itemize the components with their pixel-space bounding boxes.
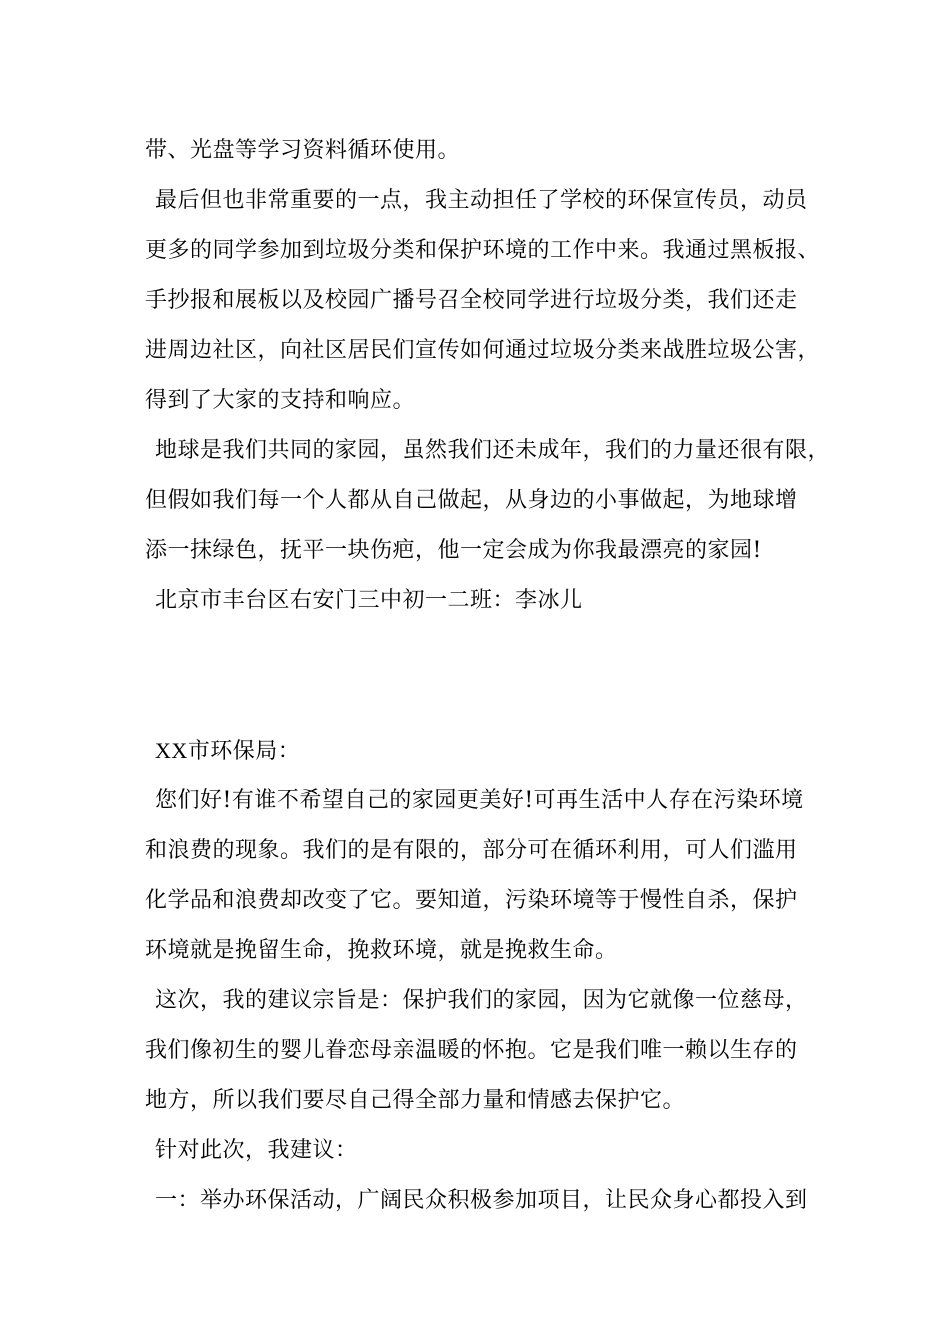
paragraph-line: 最后但也非常重要的一点，我主动担任了学校的环保宣传员，动员 — [155, 188, 808, 213]
paragraph-line: 进周边社区，向社区居民们宣传如何通过垃圾分类来战胜垃圾公害， — [145, 338, 821, 363]
paragraph-line: 带、光盘等学习资料循环使用。 — [145, 138, 461, 163]
paragraph-line: 得到了大家的支持和响应。 — [145, 388, 416, 413]
paragraph-line: 环境就是挽留生命，挽救环境，就是挽救生命。 — [145, 938, 618, 963]
paragraph-line: 化学品和浪费却改变了它。要知道，污染环境等于慢性自杀，保护 — [145, 888, 798, 913]
paragraph-line: 添一抹绿色，抚平一块伤疤，他一定会成为你我最漂亮的家园! — [145, 538, 762, 563]
paragraph-line: 针对此次，我建议： — [155, 1138, 358, 1163]
paragraph-line: 这次，我的建议宗旨是：保护我们的家园，因为它就像一位慈母， — [155, 988, 808, 1013]
paragraph-line: 地球是我们共同的家园，虽然我们还未成年，我们的力量还很有限， — [155, 438, 831, 463]
signature-line: 北京市丰台区右安门三中初一二班：李冰儿 — [155, 588, 583, 613]
paragraph-line: 一：举办环保活动，广阔民众积极参加项目，让民众身心都投入到 — [155, 1188, 808, 1213]
paragraph-line: 和浪费的现象。我们的是有限的，部分可在循环利用，可人们滥用 — [145, 838, 798, 863]
paragraph-line: 您们好!有谁不希望自己的家园更美好!可再生活中人存在污染环境 — [155, 788, 804, 813]
paragraph-line: 我们像初生的婴儿眷恋母亲温暖的怀抱。它是我们唯一赖以生存的 — [145, 1038, 798, 1063]
letter-salutation: XX市环保局： — [155, 738, 301, 763]
paragraph-line: 更多的同学参加到垃圾分类和保护环境的工作中来。我通过黑板报、 — [145, 238, 821, 263]
paragraph-line: 地方，所以我们要尽自己得全部力量和情感去保护它。 — [145, 1088, 686, 1113]
paragraph-line: 但假如我们每一个人都从自己做起，从身边的小事做起，为地球增 — [145, 488, 798, 513]
paragraph-line: 手抄报和展板以及校园广播号召全校同学进行垃圾分类，我们还走 — [145, 288, 798, 313]
